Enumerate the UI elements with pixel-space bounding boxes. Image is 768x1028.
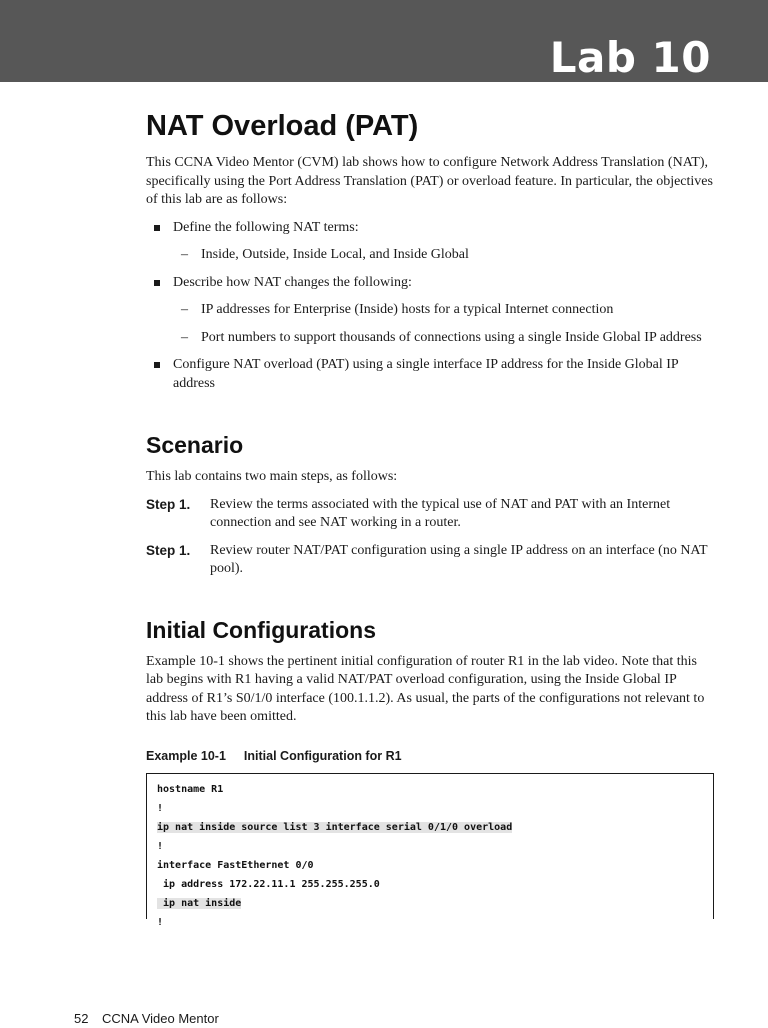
code-text: ! (157, 840, 164, 852)
step-text: Review the terms associated with the typical use of NAT and PAT with an Internet connection and see NAT working in a router. (210, 496, 671, 530)
code-text: interface FastEthernet 0/0 (157, 859, 314, 871)
dash-bullet-icon: – (181, 329, 188, 345)
scenario-heading: Scenario (146, 432, 244, 458)
code-line (157, 913, 703, 932)
objective-text: Describe how NAT changes the following: (173, 274, 412, 290)
page-content (146, 108, 714, 928)
step-item (146, 496, 714, 533)
objective-item (146, 274, 714, 348)
code-line (157, 894, 703, 913)
page-number: 52 (74, 1011, 89, 1026)
objective-sublist (173, 246, 714, 265)
objective-subitem-text: IP addresses for Enterprise (Inside) hosts for a typical Internet connection (201, 302, 614, 317)
code-text: ! (157, 802, 164, 814)
code-text: ! (157, 916, 164, 928)
example-title: Initial Configuration for R1 (243, 748, 402, 763)
code-line (157, 799, 703, 818)
intro-paragraph: This CCNA Video Mentor (CVM) lab shows how to configure Network Address Translation (NAT), specifically using the Port Address Translation (PAT) or overload feature. In particular, the objectives of this lab are as follows: (146, 155, 713, 207)
step-label: Step 1. (146, 542, 191, 558)
code-line (157, 818, 703, 837)
chapter-title: Lab 10 (549, 33, 711, 82)
code-text-highlighted: ip nat inside source list 3 interface serial 0/1/0 overload (157, 821, 513, 833)
objectives-list (146, 219, 714, 394)
step-label: Step 1. (146, 496, 191, 512)
objective-sublist (173, 301, 714, 347)
chapter-banner (0, 0, 768, 82)
objective-subitem (173, 301, 714, 320)
scenario-paragraph: This lab contains two main steps, as follows: (146, 469, 398, 484)
code-example-box (146, 773, 714, 928)
objective-subitem (173, 246, 714, 265)
code-line (157, 856, 703, 875)
objective-text: Define the following NAT terms: (173, 219, 359, 235)
page-heading: NAT Overload (PAT) (146, 110, 419, 142)
page-footer (74, 1010, 219, 1028)
code-line (157, 837, 703, 856)
example-number: Example 10-1 (146, 748, 226, 763)
code-text: ip address 172.22.11.1 255.255.255.0 (157, 878, 380, 890)
step-text: Review router NAT/PAT configuration using a single IP address on an interface (no NAT pool). (210, 542, 708, 576)
code-line (157, 875, 703, 894)
code-text-highlighted: ip nat inside (157, 897, 242, 909)
objective-item (146, 219, 714, 265)
dash-bullet-icon: – (181, 302, 188, 317)
book-title: CCNA Video Mentor (102, 1011, 219, 1026)
initial-config-heading: Initial Configurations (146, 616, 376, 643)
objective-subitem (173, 329, 714, 348)
objective-text: Configure NAT overload (PAT) using a single interface IP address for the Inside Global IP address (173, 357, 679, 391)
square-bullet-icon (154, 225, 160, 231)
code-text: hostname R1 (157, 783, 224, 795)
initial-config-paragraph: Example 10-1 shows the pertinent initial configuration of router R1 in the lab video. Note that this lab begins with R1 having a valid NAT/PAT overload configuration, using the Inside Global IP address of R1’s S0/1/0 interface (100.1.1.2). As usual, the parts of the configurations not relevant to this lab have been omitted. (146, 653, 705, 724)
dash-bullet-icon: – (181, 247, 188, 262)
objective-subitem-text: Inside, Outside, Inside Local, and Inside Global (201, 247, 469, 262)
example-caption (146, 748, 714, 764)
step-item (146, 542, 714, 579)
code-line (157, 780, 703, 799)
square-bullet-icon (154, 362, 160, 368)
objective-item (146, 356, 714, 393)
objective-subitem-text: Port numbers to support thousands of connections using a single Inside Global IP address (201, 329, 702, 345)
square-bullet-icon (154, 280, 160, 286)
